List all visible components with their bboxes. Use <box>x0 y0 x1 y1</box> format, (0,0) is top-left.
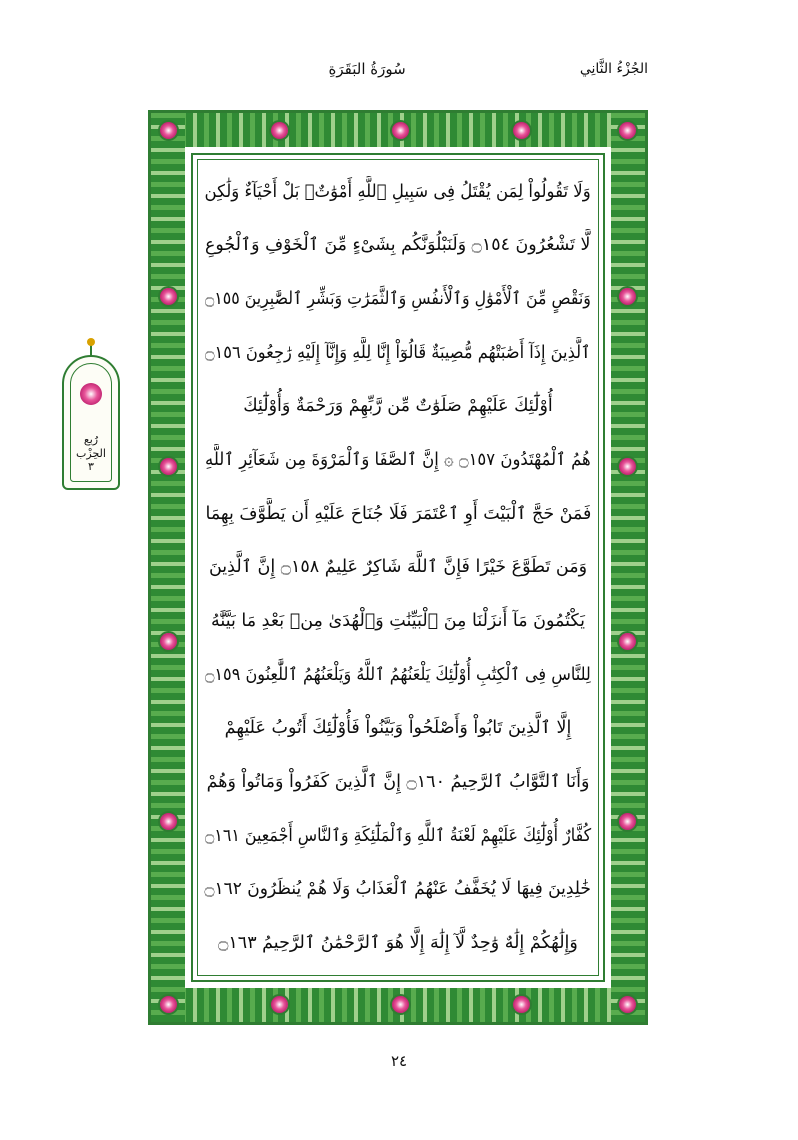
quran-line-text: هُمُ ٱلْمُهْتَدُونَ ۝١٥٧ ۞ إِنَّ ٱلصَّفَا وَٱلْمَرْوَةَ مِن شَعَآئِرِ ٱللَّهِ <box>205 450 591 470</box>
quran-line <box>203 755 593 809</box>
hizb-dome-shape <box>62 355 120 490</box>
rosette-icon <box>392 996 409 1013</box>
rosette-icon <box>619 458 636 475</box>
quran-text-block <box>203 165 593 970</box>
quran-line <box>203 380 593 434</box>
quran-line <box>203 272 593 326</box>
quran-line-text: خَٰلِدِينَ فِيهَا لَا يُخَفَّفُ عَنْهُمُ ٱلْعَذَابُ وَلَا هُمْ يُنظَرُونَ ۝١٦٢ <box>204 879 592 900</box>
page-header <box>150 56 648 82</box>
rosette-icon <box>160 122 177 139</box>
quran-line <box>203 648 593 702</box>
quran-line-text: إِلَّا ٱلَّذِينَ تَابُواْ وَأَصْلَحُواْ وَبَيَّنُواْ فَأُوْلَٰٓئِكَ أَتُوبُ عَلَيْهِمْ <box>224 718 572 739</box>
rosette-icon <box>513 996 530 1013</box>
juz-label: الجُزْءُ الثَّانِي <box>579 61 648 77</box>
quran-line <box>203 809 593 863</box>
quran-line <box>203 433 593 487</box>
quran-line <box>203 863 593 917</box>
quran-line <box>203 541 593 595</box>
quran-line <box>203 916 593 970</box>
hizb-text-group <box>64 433 118 474</box>
quran-line-text: لِلنَّاسِ فِى ٱلْكِتَٰبِ أُوْلَٰٓئِكَ يَلْعَنُهُمُ ٱللَّهُ وَيَلْعَنُهُمُ ٱللَّٰعِنُونَ ۝١٥٩ <box>205 664 591 685</box>
quran-line-text: ٱلَّذِينَ إِذَآ أَصَٰبَتْهُم مُّصِيبَةٌ قَالُوٓاْ إِنَّا لِلَّهِ وَإِنَّآ إِلَيْهِ رَٰجِعُونَ ۝١٥٦ <box>205 342 591 363</box>
rosette-icon <box>160 458 177 475</box>
quran-line-text: أُوْلَٰٓئِكَ عَلَيْهِمْ صَلَوَٰتٌ مِّن رَّبِّهِمْ وَرَحْمَةٌ وَأُوْلَٰٓئِكَ <box>243 396 553 417</box>
hizb-label: الحِزْب <box>76 446 106 460</box>
rosette-icon <box>619 122 636 139</box>
hizb-spire-ornament <box>90 343 92 357</box>
quran-line-text: وَإِلَٰهُكُمْ إِلَٰهٌ وَٰحِدٌ لَّآ إِلَٰهَ إِلَّا هُوَ ٱلرَّحْمَٰنُ ٱلرَّحِيمُ ۝١٦٣ <box>218 933 578 954</box>
quran-line <box>203 219 593 273</box>
rosette-icon <box>619 996 636 1013</box>
quran-line-text: فَمَنْ حَجَّ ٱلْبَيْتَ أَوِ ٱعْتَمَرَ فَلَا جُنَاحَ عَلَيْهِ أَن يَطَّوَّفَ بِهِمَا <box>205 503 591 524</box>
quran-line <box>203 594 593 648</box>
rosette-icon <box>619 633 636 650</box>
rosette-icon <box>160 813 177 830</box>
surah-title: سُورَةُ البَقَرَةِ <box>328 60 406 78</box>
rosette-icon <box>160 288 177 305</box>
hizb-quarter-label: رُبع <box>83 432 99 446</box>
rosette-icon <box>160 996 177 1013</box>
frame-band-left <box>151 113 185 1022</box>
rosette-icon <box>271 996 288 1013</box>
quran-page-frame <box>148 110 648 1025</box>
flower-icon <box>80 383 102 405</box>
quran-line <box>203 702 593 756</box>
rosette-icon <box>619 813 636 830</box>
quran-line-text: كُفَّارٌ أُوْلَٰٓئِكَ عَلَيْهِمْ لَعْنَةُ ٱللَّهِ وَٱلْمَلَٰٓئِكَةِ وَٱلنَّاسِ أَجْمَعِينَ ۝١٦١ <box>204 825 592 846</box>
quran-line <box>203 165 593 219</box>
quran-line-text: لَّا تَشْعُرُونَ ۝١٥٤ وَلَنَبْلُوَنَّكُم بِشَىْءٍ مِّنَ ٱلْخَوْفِ وَٱلْجُوعِ <box>205 235 591 256</box>
rosette-icon <box>160 633 177 650</box>
rosette-icon <box>513 122 530 139</box>
rosette-icon <box>619 288 636 305</box>
rosette-icon <box>392 122 409 139</box>
quran-line-text: وَمَن تَطَوَّعَ خَيْرًا فَإِنَّ ٱللَّهَ شَاكِرٌ عَلِيمٌ ۝١٥٨ إِنَّ ٱلَّذِينَ <box>208 557 588 578</box>
frame-band-right <box>611 113 645 1022</box>
quran-line <box>203 487 593 541</box>
rosette-icon <box>271 122 288 139</box>
quran-line <box>203 326 593 380</box>
page-number: ٢٤ <box>390 1052 408 1070</box>
quran-line-text: يَكْتُمُونَ مَآ أَنزَلْنَا مِنَ ٱلْبَيِّنَٰتِ وَٱلْهُدَىٰ مِنۢ بَعْدِ مَا بَيَّنَّٰهُ <box>211 611 585 632</box>
hizb-marker <box>62 355 120 490</box>
hizb-number: ٣ <box>88 460 94 474</box>
quran-line-text: وَلَا تَقُولُواْ لِمَن يُقْتَلُ فِى سَبِيلِ ٱللَّهِ أَمْوَٰتٌۢ بَلْ أَحْيَآءٌ وَلَٰكِن <box>204 181 592 202</box>
quran-line-text: وَأَنَا ٱلتَّوَّابُ ٱلرَّحِيمُ ۝١٦٠ إِنَّ ٱلَّذِينَ كَفَرُواْ وَمَاتُواْ وَهُمْ <box>206 772 590 793</box>
quran-line-text: وَنَقْصٍ مِّنَ ٱلْأَمْوَٰلِ وَٱلْأَنفُسِ وَٱلثَّمَرَٰتِ وَبَشِّرِ ٱلصَّٰبِرِينَ ۝١٥٥ <box>205 288 591 309</box>
